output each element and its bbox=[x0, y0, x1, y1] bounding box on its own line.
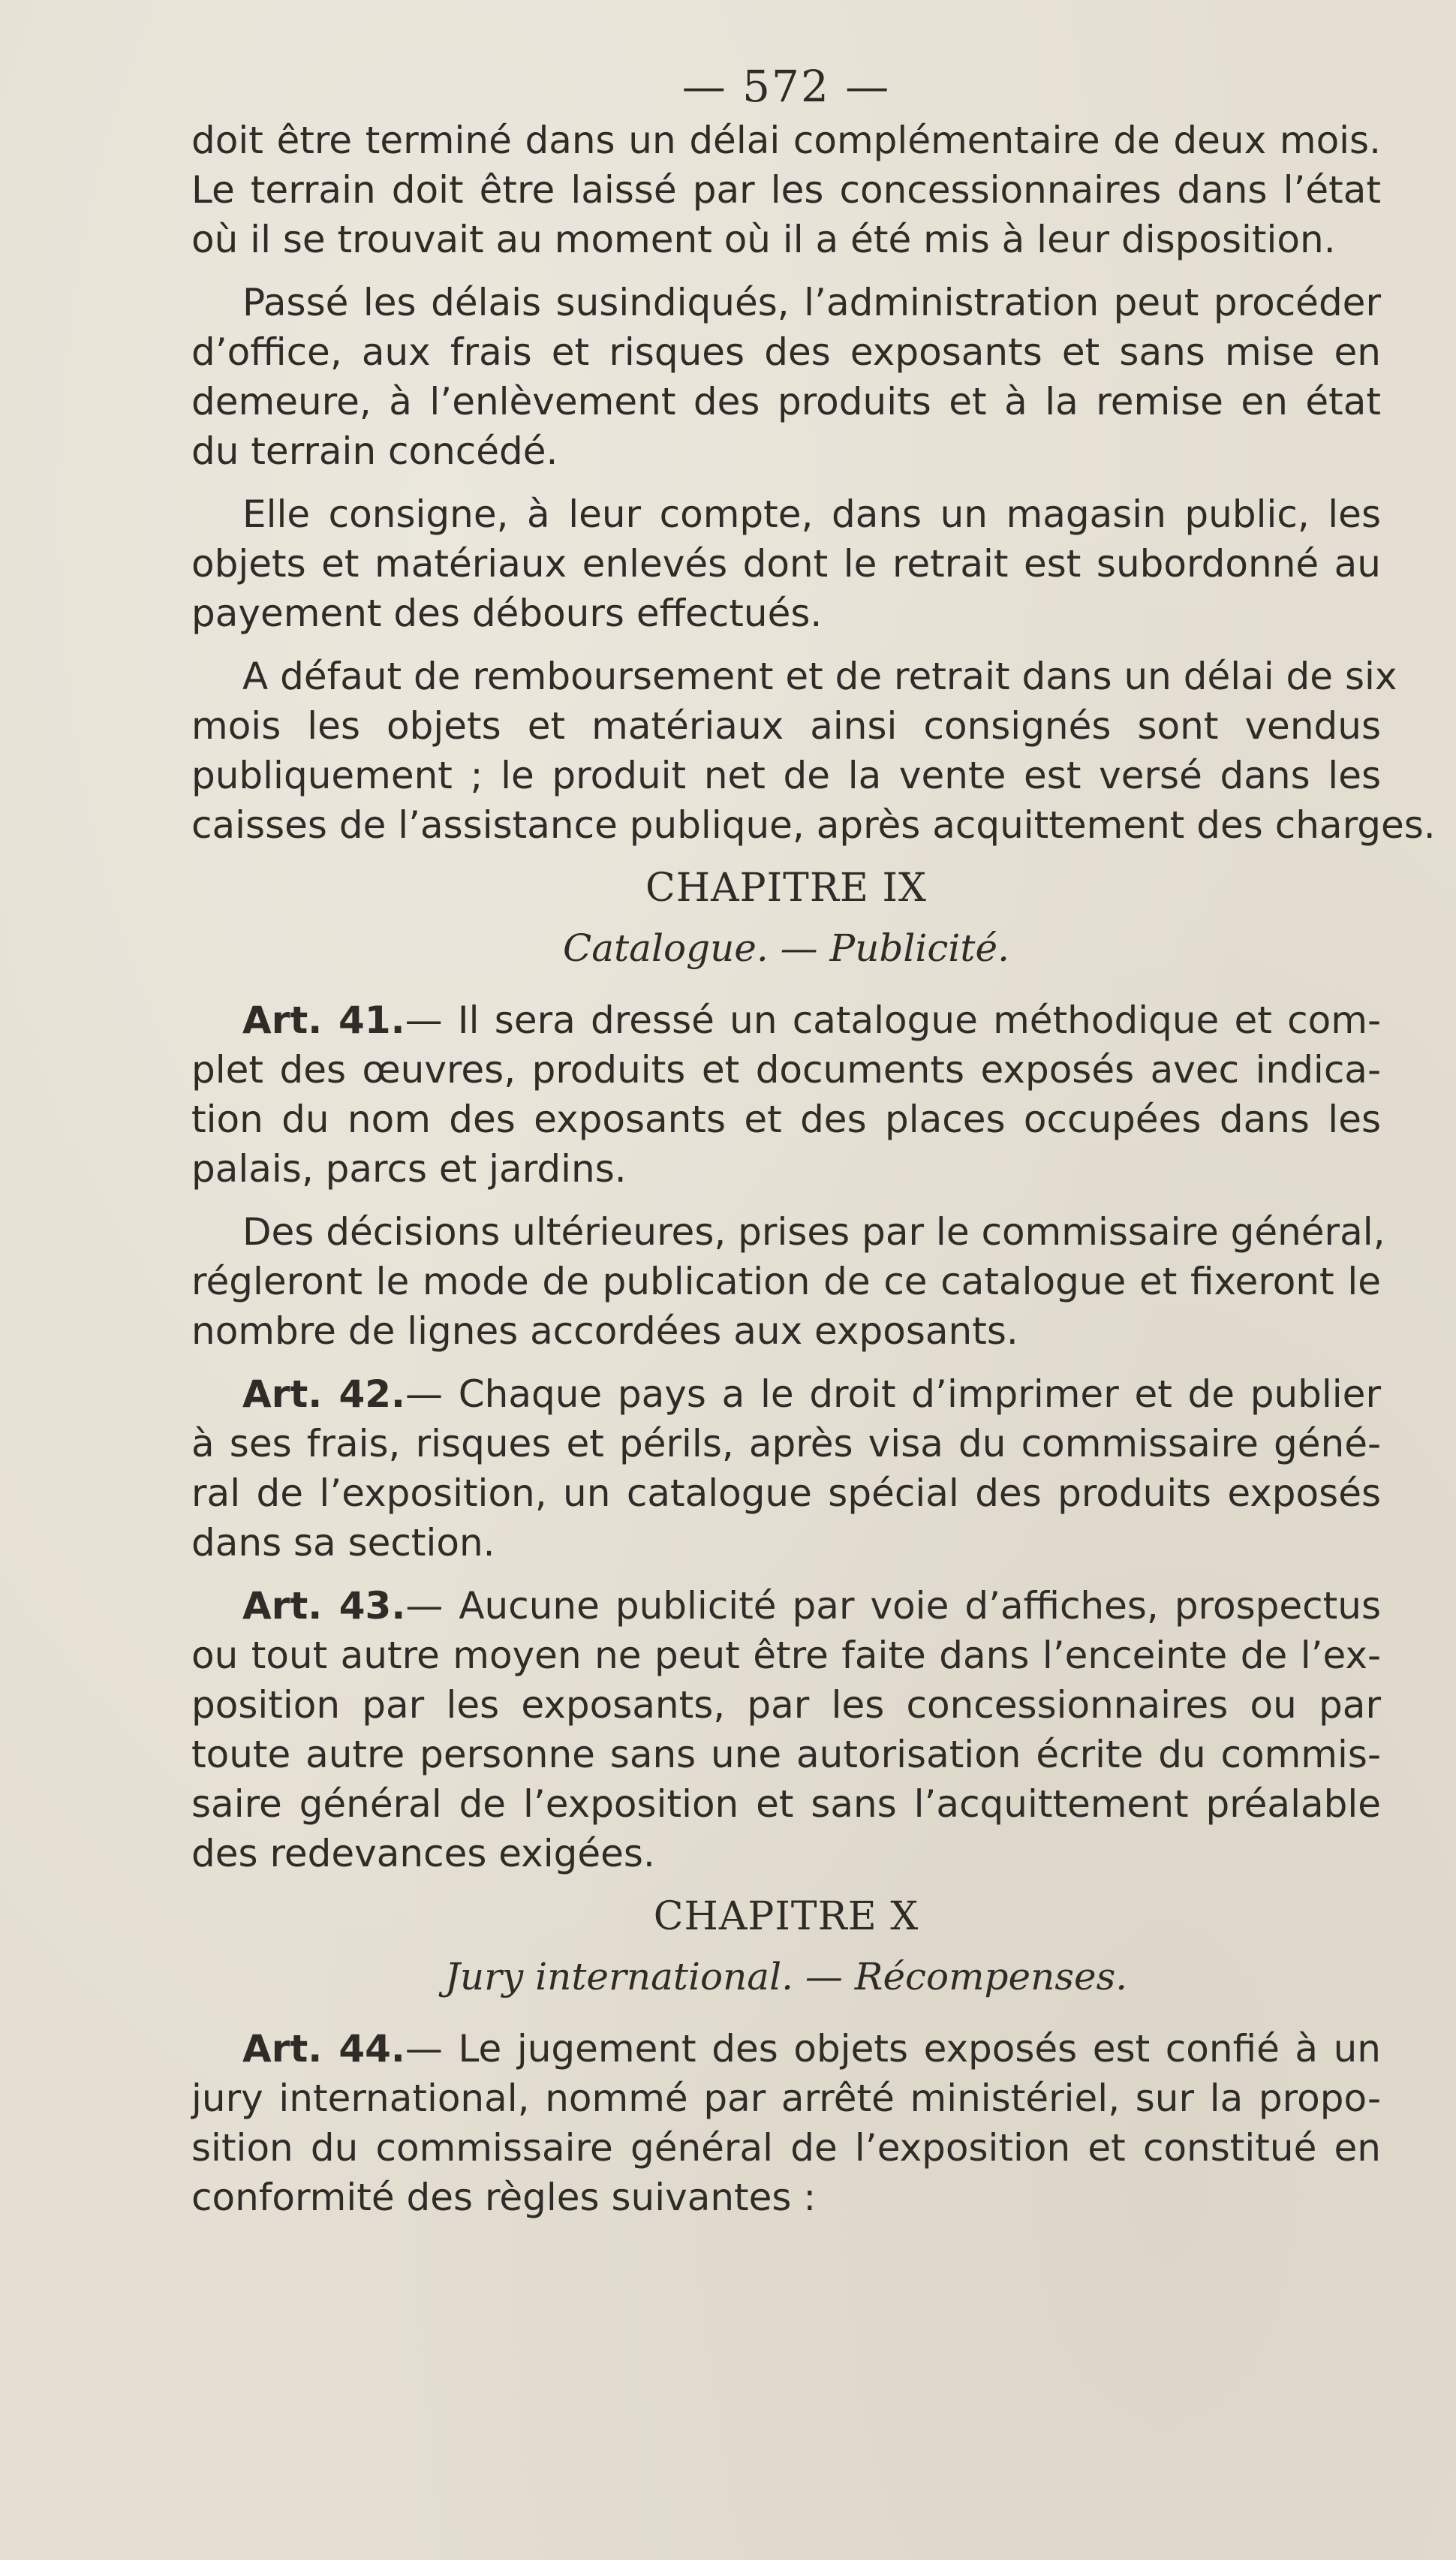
article-paragraph bbox=[191, 1581, 1381, 1878]
text-line: toute autre personne sans une autorisation écrite du commis- bbox=[191, 1733, 1381, 1776]
text-line: conformité des règles suivantes : bbox=[191, 2176, 817, 2219]
text-line: Des décisions ultérieures, prises par le commissaire général, bbox=[242, 1210, 1385, 1254]
section-top bbox=[191, 116, 1436, 850]
article-paragraph bbox=[191, 2024, 1381, 2222]
text-line: des redevances exigées. bbox=[191, 1832, 655, 1875]
text-line: plet des œuvres, produits et documents exposés avec indica- bbox=[191, 1048, 1381, 1092]
text-line: position par les exposants, par les concessionnaires ou par bbox=[191, 1683, 1381, 1727]
paragraph bbox=[191, 278, 1381, 476]
text-line: où il se trouvait au moment où il a été mis à leur disposition. bbox=[191, 218, 1336, 261]
text-line: du terrain concédé. bbox=[191, 429, 558, 473]
text-line: mois les objets et matériaux ainsi consignés sont vendus bbox=[191, 704, 1381, 748]
text-line bbox=[191, 1581, 1381, 1631]
text-line: ral de l’exposition, un catalogue spécial des produits exposés bbox=[191, 1471, 1381, 1515]
section-chapter-9 bbox=[191, 995, 1385, 1878]
text-line: régleront le mode de publication de ce catalogue et fixeront le bbox=[191, 1260, 1381, 1303]
paragraph bbox=[191, 489, 1381, 638]
text-line: dans sa section. bbox=[191, 1521, 495, 1565]
paragraph bbox=[191, 116, 1381, 264]
text-line: palais, parcs et jardins. bbox=[191, 1147, 627, 1191]
text-line: d’office, aux frais et risques des exposants et sans mise en bbox=[191, 330, 1381, 374]
paragraph bbox=[191, 652, 1436, 850]
chapter-title: CHAPITRE IX bbox=[645, 866, 928, 911]
text-line bbox=[191, 995, 1381, 1045]
text-line: tion du nom des exposants et des places occupées dans les bbox=[191, 1098, 1381, 1141]
article-label: Art. 41. bbox=[242, 998, 405, 1042]
article-label: Art. 43. bbox=[242, 1584, 406, 1628]
chapter-subtitle: Jury international. — Récompenses. bbox=[444, 1955, 1128, 1998]
text-line bbox=[191, 1369, 1381, 1419]
text-line: A défaut de remboursement et de retrait dans un délai de six bbox=[242, 655, 1397, 698]
text-line: caisses de l’assistance publique, après acquittement des charges. bbox=[191, 803, 1436, 847]
text-line: doit être terminé dans un délai complémentaire de deux mois. bbox=[191, 119, 1381, 162]
text-line: jury international, nommé par arrêté ministériel, sur la propo- bbox=[191, 2077, 1381, 2120]
text-line: payement des débours effectués. bbox=[191, 592, 823, 635]
article-text: — Chaque pays a le droit d’imprimer et de publier bbox=[405, 1372, 1381, 1416]
article-text: — Le jugement des objets exposés est confié à un bbox=[405, 2027, 1382, 2071]
text-line: ou tout autre moyen ne peut être faite dans l’enceinte de l’ex- bbox=[191, 1634, 1381, 1677]
article-label: Art. 42. bbox=[242, 1372, 406, 1416]
section-chapter-10 bbox=[191, 2024, 1381, 2222]
text-line: objets et matériaux enlevés dont le retrait est subordonné au bbox=[191, 542, 1381, 586]
text-line: Passé les délais susindiqués, l’administration peut procéder bbox=[242, 281, 1381, 324]
article-paragraph bbox=[191, 1369, 1381, 1568]
text-line: sition du commissaire général de l’exposition et constitué en bbox=[191, 2126, 1381, 2170]
text-line: à ses frais, risques et périls, après visa du commissaire géné- bbox=[191, 1422, 1381, 1465]
paragraph bbox=[191, 1207, 1385, 1356]
article-paragraph bbox=[191, 995, 1381, 1194]
text-line: publiquement ; le produit net de la vente est versé dans les bbox=[191, 754, 1381, 797]
text-line: nombre de lignes accordées aux exposants. bbox=[191, 1309, 1018, 1353]
article-text: — Aucune publicité par voie d’affiches, prospectus bbox=[405, 1584, 1381, 1628]
text-line: saire général de l’exposition et sans l’acquittement préalable bbox=[191, 1782, 1381, 1826]
chapter-title: CHAPITRE X bbox=[653, 1894, 919, 1939]
text-line: demeure, à l’enlèvement des produits et à la remise en état bbox=[191, 380, 1381, 423]
page-text bbox=[191, 60, 1436, 2236]
chapter-subtitle: Catalogue. — Publicité. bbox=[563, 926, 1009, 970]
article-text: — Il sera dressé un catalogue méthodique et com- bbox=[405, 998, 1382, 1042]
text-line bbox=[191, 2024, 1381, 2074]
text-line: Elle consigne, à leur compte, dans un magasin public, les bbox=[242, 492, 1381, 536]
article-label: Art. 44. bbox=[242, 2027, 405, 2071]
text-line: Le terrain doit être laissé par les concessionnaires dans l’état bbox=[191, 168, 1381, 212]
page-number: — 572 — bbox=[681, 61, 891, 112]
